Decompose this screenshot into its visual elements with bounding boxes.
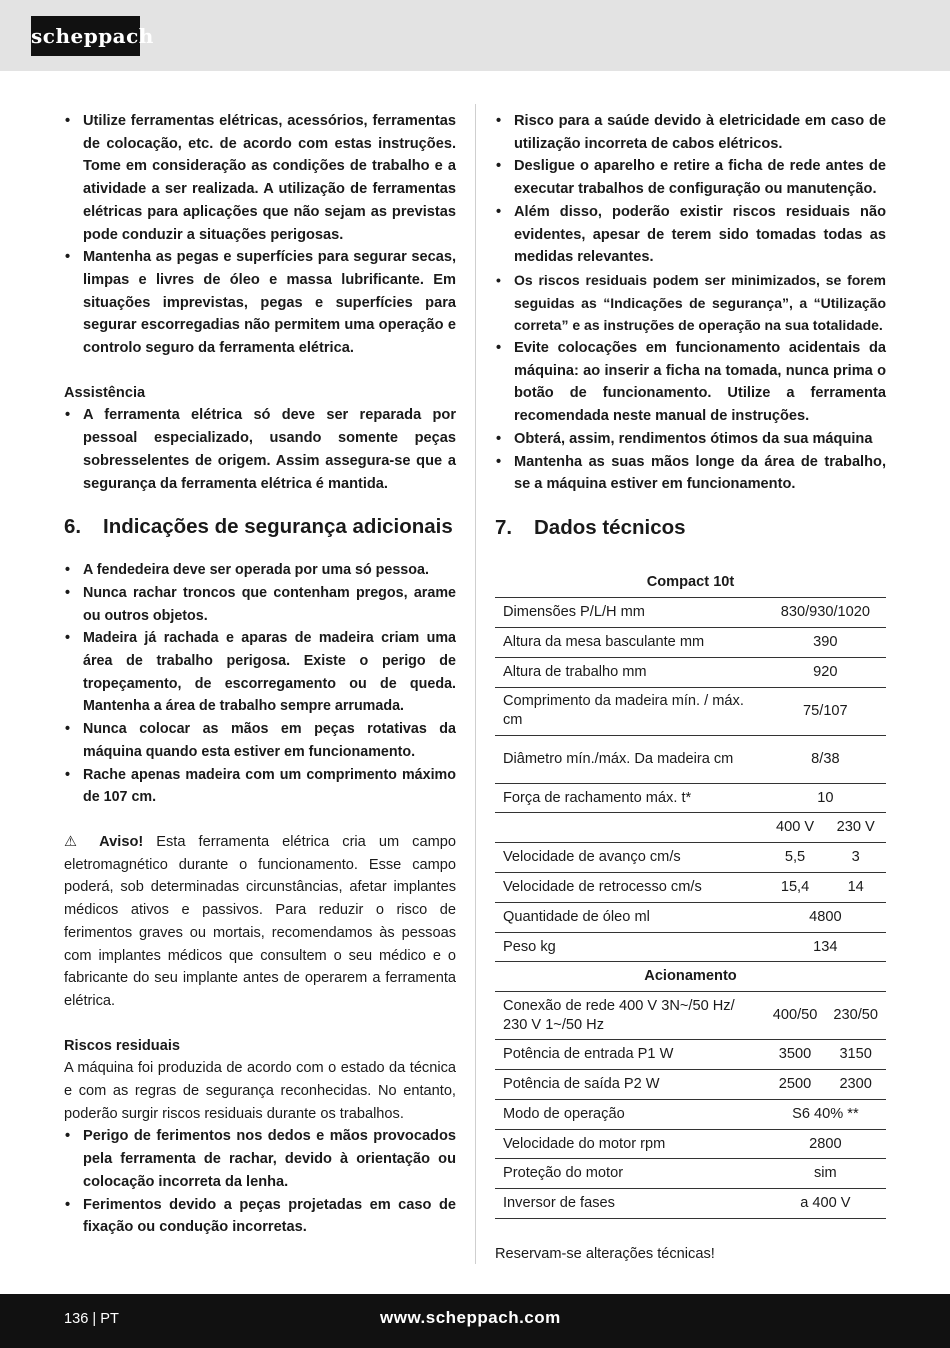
drive-heading: Acionamento: [495, 962, 886, 992]
right-column: [495, 110, 886, 1266]
list-item: • Nunca colocar as mãos em peças rotativas da máquina quando esta estiver em funcionamento.: [64, 718, 456, 763]
list-item: • Utilize ferramentas elétricas, acessórios, ferramentas de colocação, etc. de acordo com estas instruções. Tome em consideração as condições de trabalho e a atividade a ser realizada. A utilização de ferramentas elétricas para aplicações que não sejam as previstas pode conduzir a situações perigosas.: [64, 110, 456, 246]
table-row: [495, 962, 886, 992]
table-row: 400 V 230 V: [495, 813, 886, 843]
list-item: • Mantenha as pegas e superfícies para segurar secas, limpas e livres de óleo e massa lubrificante. Em situações imprevistas, pegas e superfícies para segurar escorregadias não permitem uma operação e controlo seguro da ferramenta elétrica.: [64, 246, 456, 360]
warning-paragraph: ⚠ Aviso! Esta ferramenta elétrica cria um campo eletromagnético durante o funcionamento. Esse campo poderá, sob determinadas circunstâncias, afetar implantes médicos ativos e passivos. Para reduzir o risco de ferimentos graves ou mortais, recomendamos às pessoas com implantes médicos que consultem o seu médico e o fabricante do seu implante antes de operarem a ferramenta elétrica.: [64, 833, 456, 1009]
section-number: 7.: [495, 515, 513, 539]
residual-list-continued: [495, 110, 886, 496]
table-row: Potência de saída P2 W 2500 2300: [495, 1070, 886, 1100]
safety-list: [64, 559, 456, 809]
list-item: • Nunca rachar troncos que contenham pregos, arame ou outros objetos.: [64, 582, 456, 627]
table-row: Dimensões P/L/H mm 830/930/1020: [495, 598, 886, 628]
table-row: Potência de entrada P1 W 3500 3150: [495, 1040, 886, 1070]
list-item: • Os riscos residuais podem ser minimizados, se forem seguidas as “Indicações de segurança”, a “Utilização correta” e as instruções de operação na sua totalidade.: [495, 269, 886, 337]
table-row: Altura de trabalho mm 920: [495, 657, 886, 687]
section-title: Dados técnicos: [534, 515, 686, 539]
table-row: Peso kg 134: [495, 932, 886, 962]
residual-list: [64, 1125, 456, 1239]
warning-icon: ⚠: [64, 833, 87, 850]
page-header: [0, 0, 950, 71]
section-6-heading: [64, 513, 456, 541]
list-item: • Desligue o aparelho e retire a ficha de rede antes de executar trabalhos de configuração ou manutenção.: [495, 155, 886, 200]
section-title: Indicações de segurança adicionais: [103, 515, 453, 539]
list-item: • Perigo de ferimentos nos dedos e mãos provocados pela ferramenta de rachar, devido à orientação ou colocação incorreta da lenha.: [64, 1125, 456, 1193]
list-item: • Risco para a saúde devido à eletricidade em caso de utilização incorreta de cabos elétricos.: [495, 110, 886, 155]
list-item: • Mantenha as suas mãos longe da área de trabalho, se a máquina estiver em funcionamento.: [495, 451, 886, 496]
assistance-heading: Assistência: [64, 384, 146, 401]
table-row: Modo de operação S6 40% **: [495, 1099, 886, 1129]
page-footer: [0, 1294, 950, 1348]
table-row: Quantidade de óleo ml 4800: [495, 902, 886, 932]
list-item: • Além disso, poderão existir riscos residuais não evidentes, apesar de terem sido tomadas todas as medidas relevantes.: [495, 201, 886, 269]
table-row: Proteção do motor sim: [495, 1159, 886, 1189]
section-7-heading: [495, 514, 886, 542]
table-row: Velocidade de avanço cm/s 5,5 3: [495, 843, 886, 873]
assistance-list: [64, 404, 456, 495]
table-row: Comprimento da madeira mín. / máx. cm 75/107: [495, 687, 886, 735]
table-row: [495, 568, 886, 598]
column-divider: [475, 104, 476, 1264]
table-row: Diâmetro mín./máx. Da madeira cm 8/38: [495, 735, 886, 783]
list-item: • Rache apenas madeira com um comprimento máximo de 107 cm.: [64, 764, 456, 809]
table-row: Altura da mesa basculante mm 390: [495, 628, 886, 658]
scheppach-logo: scheppach: [31, 16, 140, 56]
technical-data-table: [495, 568, 886, 1219]
residual-risks-heading: Riscos residuais: [64, 1037, 180, 1054]
list-item: • Ferimentos devido a peças projetadas em caso de fixação ou condução incorretas.: [64, 1194, 456, 1239]
residual-risks-text: A máquina foi produzida de acordo com o estado da técnica e com as regras de segurança reconhecidas. No entanto, poderão surgir riscos residuais durante os trabalhos.: [64, 1060, 456, 1122]
list-item: • Obterá, assim, rendimentos ótimos da sua máquina: [495, 428, 886, 451]
list-item: • Evite colocações em funcionamento acidentais da máquina: ao inserir a ficha na tomada, nunca prima o botão de funcionamento. Utilize a ferramenta recomendada neste manual de instruções.: [495, 337, 886, 428]
table-row: Velocidade do motor rpm 2800: [495, 1129, 886, 1159]
left-column: [64, 110, 456, 1239]
table-row: Inversor de fases a 400 V: [495, 1189, 886, 1219]
section-number: 6.: [64, 515, 82, 539]
table-row: Força de rachamento máx. t* 10: [495, 783, 886, 813]
website-link[interactable]: www.scheppach.com: [380, 1308, 561, 1327]
table-row: Velocidade de retrocesso cm/s 15,4 14: [495, 873, 886, 903]
list-item: • Madeira já rachada e aparas de madeira criam uma área de trabalho perigosa. Existe o perigo de tropeçamento, de escorregamento ou de queda. Mantenha a área de trabalho sempre arrumada.: [64, 627, 456, 718]
list-item: • A fendedeira deve ser operada por uma só pessoa.: [64, 559, 456, 582]
page-number: 136 | PT: [64, 1311, 119, 1327]
table-row: Conexão de rede 400 V 3N~/50 Hz/ 230 V 1~/50 Hz 400/50 230/50: [495, 992, 886, 1040]
intro-list: [64, 110, 456, 360]
list-item: • A ferramenta elétrica só deve ser reparada por pessoal especializado, usando somente peças sobresselentes de origem. Assim assegura-se que a segurança da ferramenta elétrica é mantida.: [64, 404, 456, 495]
model-name: Compact 10t: [495, 568, 886, 598]
reserve-note: Reservam-se alterações técnicas!: [495, 1246, 715, 1262]
